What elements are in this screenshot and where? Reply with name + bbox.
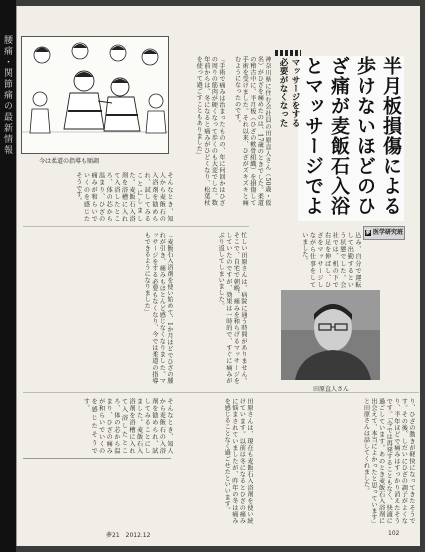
page-number: 102	[388, 530, 400, 537]
subtitle-decoration	[275, 50, 301, 56]
article-subtitle: マッサージをする必要がなくなった	[278, 58, 300, 127]
body-column-3: 込み、自分で運転して出勤するという状態でした。会社では、机の下で右足を伸ばし、ひざをマッサージしながら仕事をしていました。	[300, 232, 361, 288]
magazine-page	[16, 6, 420, 546]
body-column-1: 神奈川県に住む会社員の田原直人さん（50歳・仮名）がひざを痛めたのは、17歳のときでした。柔道の稽古中に、半月板（ひざの軟骨組織）を損傷して手術を受けました。それ以来、ひざがズキズキと痛むようになったのです。	[233, 56, 271, 206]
article-headline: 半月板損傷による歩けないほどのひざ痛が麦飯石入浴とマッサージでよ	[298, 56, 404, 221]
judo-cartoon-illustration	[21, 36, 169, 154]
portrait-photo	[281, 290, 380, 380]
body-column-5b: そんなとき、知人から麦飯石の入浴剤を勧められ、試してみることにしました。麦飯石入浴剤を浴槽に入れて入浴したところ、体の芯から温まり、ひざの痛みが和らいでいくのを感じたそうです。	[82, 398, 173, 454]
page-footer	[16, 524, 420, 544]
edge-text: 腰痛・関節痛の最新情報	[2, 35, 12, 156]
footer-issue: 夢21 2012.12	[106, 532, 151, 539]
photo-caption: 田原直人さん	[313, 386, 350, 393]
column-rule	[23, 226, 249, 227]
judo-cartoon-drawing	[22, 37, 169, 154]
cartoon-caption: 今は柔道の指導も順調	[39, 158, 100, 165]
portrait-drawing	[281, 290, 380, 380]
body-column-5: そんなとき、知人から麦飯石の入浴剤を勧められ、試してみることにしました。麦飯石入浴剤を浴槽に入れて入浴したところ、体の芯から温まり、ひざの痛みが和らいでいくのを感じたそうです。	[74, 172, 173, 222]
body-column-7: 田原さんは、現在も麦飯石入浴剤を使い続けています。以前は冬になるとひざの痛みに悩まされていましたが、昨年の冬は痛みを感じることなく過ごせたといいます。	[223, 398, 253, 524]
body-column-6: 「麦飯石入浴剤を使い始めて、1か月ほどでひざの腫れが引き、痛みもほとんど感じなくなりました。マッサージをする必要もなくなり、今では柔道の指導もできるようになりました」	[143, 232, 173, 384]
body-column-2: 「手術で痛みは治まったものの、年に何回かはひざの周りの筋肉が硬くなって歩くのも大変でした。数年前からは、冬になると痛みがひどくなり、松葉杖を使って過ごすこともありました」	[195, 56, 225, 206]
research-team-badge	[363, 226, 405, 240]
adjacent-page-edge	[0, 0, 16, 552]
bottom-rule	[23, 392, 419, 393]
badge-mark: 夢	[365, 229, 371, 236]
body-column-4: 忙しい田原さんは、病院に通う時間がありません。そこで、自宅で朝晩、痛みを和らげるマッサージをしていたのですが、効果は一時的で、すぐに痛みがぶり返してしまいました。	[217, 232, 247, 384]
body-column-8: り、ひざの動きが軽快になってきたそうです。その後、しだいにひざの調子がよくなり、半年ほどで痛みはすっかり消えたそうです。「今では再発することもなく、快適に過ごしています。あのとき麦飯石入浴剤に出会えて、本当によかったと思っています」と田原さんは話してくれました。	[362, 398, 415, 524]
bottom-left-note	[23, 458, 171, 524]
badge-label: 医学研究班	[372, 229, 403, 236]
